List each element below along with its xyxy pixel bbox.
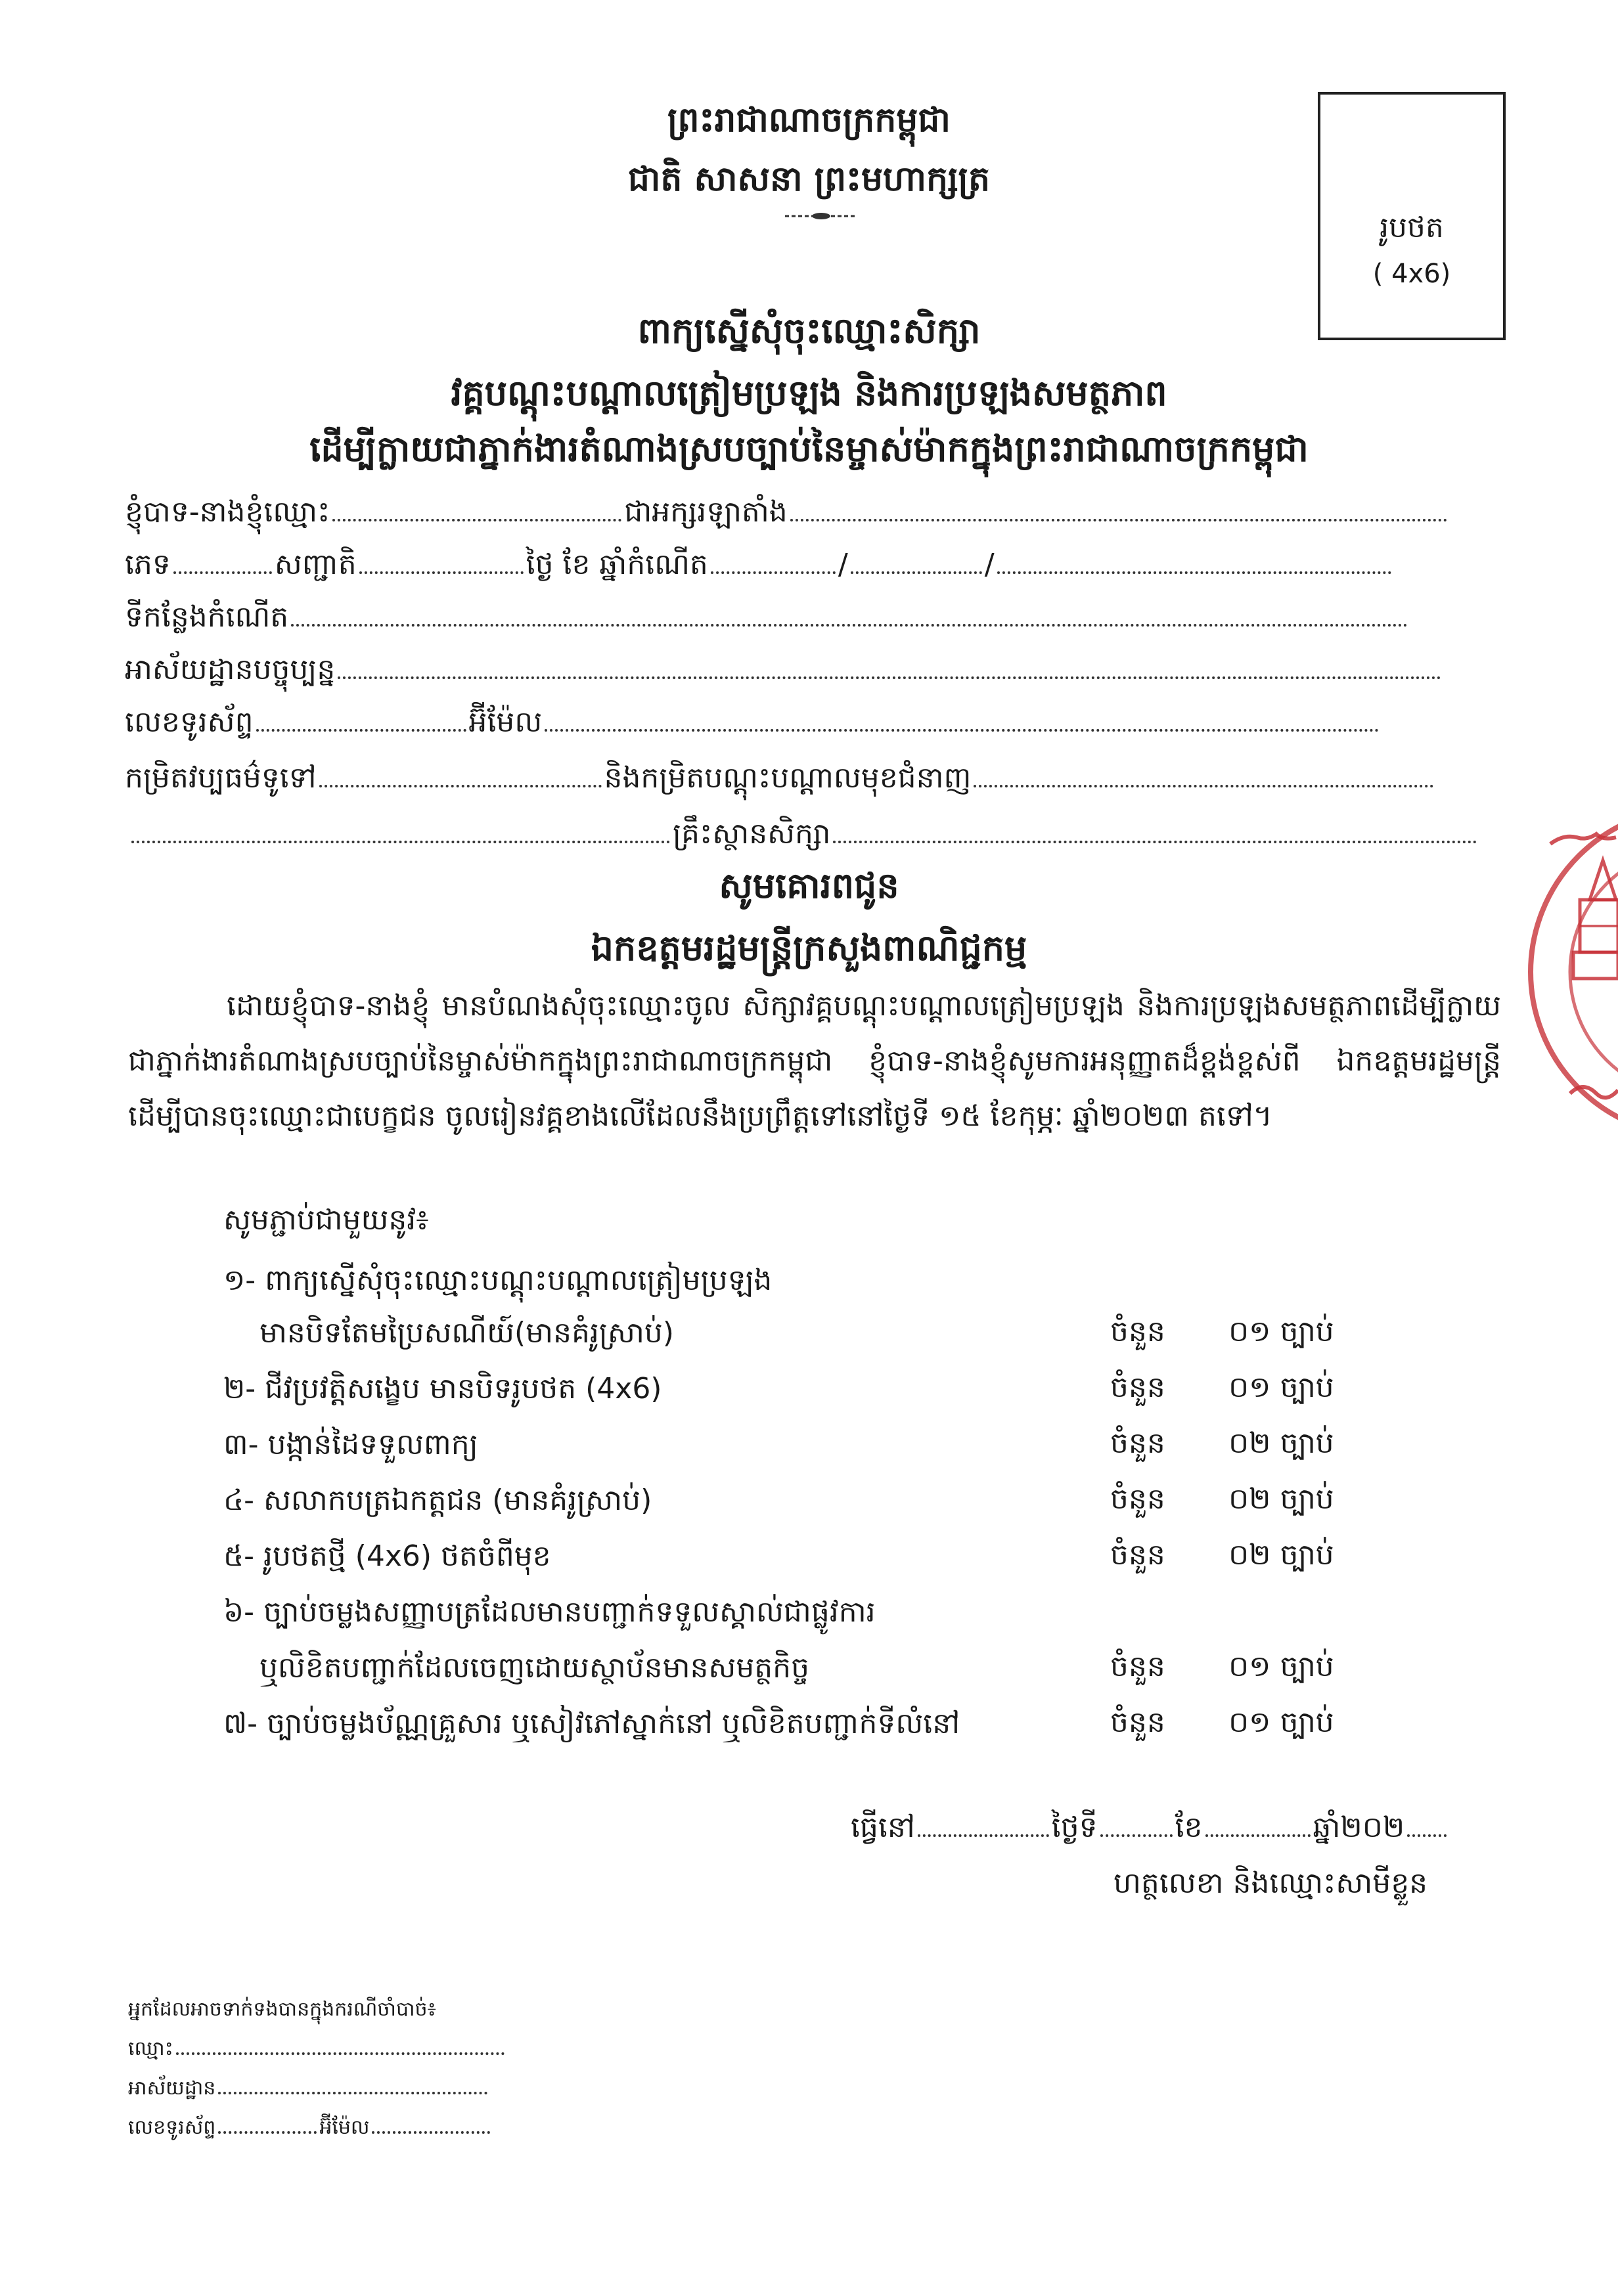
education-input[interactable] bbox=[319, 785, 602, 787]
attachment-count-label: ចំនួន bbox=[1110, 1315, 1165, 1348]
attachment-text: ៦- ច្បាប់ចម្លងសញ្ញាបត្រដែលមានបញ្ជាក់ទទួលស្គាល់ជាផ្លូវការ bbox=[223, 1595, 876, 1629]
photo-box[interactable] bbox=[1318, 92, 1506, 340]
ornament-divider bbox=[785, 211, 857, 221]
attachment-item-6-line2 bbox=[259, 1645, 809, 1698]
birthplace-input[interactable] bbox=[291, 624, 1408, 627]
dob-month-input[interactable] bbox=[851, 571, 982, 574]
emergency-address-input[interactable] bbox=[218, 2092, 487, 2094]
phone-input[interactable] bbox=[256, 729, 466, 732]
birthplace-row bbox=[125, 594, 1487, 640]
attachment-quantity: ០១ ច្បាប់ bbox=[1228, 1371, 1334, 1404]
year-label: ឆ្នាំ២០២ bbox=[1313, 1811, 1405, 1844]
emergency-phone-label: លេខទូរស័ព្ទ bbox=[128, 2116, 216, 2139]
emergency-address-label: អាស័យដ្ឋាន bbox=[128, 2077, 216, 2100]
email-label: អ៊ីម៉ែល bbox=[468, 705, 543, 739]
attachment-text: ១- ពាក្យស្នើសុំចុះឈ្មោះបណ្តុះបណ្តាលត្រៀមប្រឡង bbox=[223, 1264, 773, 1297]
education-row bbox=[125, 755, 1487, 801]
attachment-text: មានបិទតែមប្រៃសណីយ៍(មានគំរូស្រាប់) bbox=[259, 1316, 674, 1350]
phone-label: លេខទូរស័ព្ទ bbox=[125, 705, 254, 739]
name-label: ខ្ញុំបាទ-នាងខ្ញុំឈ្មោះ bbox=[125, 495, 330, 529]
day-label: ថ្ងៃទី bbox=[1051, 1811, 1098, 1844]
form-title: ពាក្យស្នើសុំចុះឈ្មោះសិក្សា bbox=[637, 310, 981, 351]
attachment-text: ៧- ច្បាប់ចម្លងប័ណ្ណគ្រួសារ ឬសៀវភៅស្នាក់នៅ ឬលិខិតបញ្ជាក់ទីលំនៅ bbox=[223, 1707, 960, 1740]
attachment-quantity: ០១ ច្បាប់ bbox=[1228, 1650, 1334, 1683]
attachment-count-label: ចំនួន bbox=[1110, 1482, 1165, 1516]
name-input[interactable] bbox=[332, 519, 621, 521]
emergency-phone-input[interactable] bbox=[218, 2131, 317, 2134]
gender-row bbox=[125, 542, 1487, 588]
emergency-email-label: អ៊ីម៉ែល bbox=[319, 2116, 370, 2139]
education-label: កម្រិតវប្បធម៌ទូទៅ bbox=[125, 761, 317, 795]
name-row bbox=[125, 489, 1487, 535]
signature-date-row bbox=[851, 1809, 1449, 1851]
form-subtitle-2: ដើម្បីក្លាយជាភ្នាក់ងារតំណាងស្របច្បាប់នៃម្ចាស់ម៉ាកក្នុងព្រះរាជាណាចក្រកម្ពុជា bbox=[309, 428, 1309, 470]
attachments-intro: សូមភ្ជាប់ជាមួយនូវ៖ bbox=[223, 1203, 429, 1237]
address-row bbox=[125, 647, 1487, 693]
form-subtitle-1: វគ្គបណ្តុះបណ្តាលត្រៀមប្រឡង និងការប្រឡងសមត្ថភាព bbox=[451, 372, 1167, 414]
attachment-count-label: ចំនួន bbox=[1110, 1650, 1165, 1683]
attachment-item-6 bbox=[223, 1589, 876, 1642]
attachment-text: ៣- បង្កាន់ដៃទទួលពាក្យ bbox=[223, 1428, 478, 1461]
degree-input[interactable] bbox=[974, 785, 1433, 787]
institution-extra-input[interactable] bbox=[833, 841, 1477, 843]
attachment-count-label: ចំនួន bbox=[1110, 1538, 1165, 1572]
emergency-name-label: ឈ្មោះ bbox=[128, 2037, 173, 2060]
official-seal-stamp bbox=[1524, 795, 1618, 1149]
kingdom-heading: ព្រះរាជាណាចក្រកម្ពុជា bbox=[667, 100, 951, 140]
emergency-email-input[interactable] bbox=[372, 2131, 490, 2134]
attachment-text: ៤- សលាកបត្រឯកត្តជន (មានគំរូស្រាប់) bbox=[223, 1484, 652, 1517]
month-input[interactable] bbox=[1205, 1834, 1311, 1837]
degree-label: និងកម្រិតបណ្តុះបណ្តាលមុខជំនាញ bbox=[604, 761, 972, 795]
dob-label: ថ្ងៃ ខែ ឆ្នាំកំណើត bbox=[526, 548, 708, 581]
phone-row bbox=[125, 699, 1487, 745]
gender-label: ភេទ bbox=[125, 548, 171, 581]
attachment-text: ២- ជីវប្រវត្តិសង្ខេប មានបិទរូបថត (4x6) bbox=[223, 1372, 662, 1405]
photo-label: រូបថត bbox=[1380, 211, 1444, 244]
photo-size: ( 4x6) bbox=[1372, 259, 1451, 289]
nationality-input[interactable] bbox=[359, 571, 524, 574]
emergency-name-row bbox=[128, 2036, 507, 2065]
emergency-address-row bbox=[128, 2075, 490, 2104]
attachment-text: ឬលិខិតបញ្ជាក់ដែលចេញដោយស្ថាប័នមានសមត្ថកិច្ច bbox=[259, 1651, 810, 1685]
signature-label: ហត្ថលេខា និងឈ្មោះសាមីខ្លួន bbox=[1113, 1866, 1428, 1900]
latin-name-label: ជាអក្សរឡាតាំង bbox=[624, 495, 788, 529]
attachment-item-5 bbox=[223, 1534, 551, 1586]
dob-year-input[interactable] bbox=[997, 571, 1391, 574]
emergency-name-input[interactable] bbox=[176, 2052, 505, 2055]
emergency-heading: អ្នកដែលអាចទាក់ទងបានក្នុងករណីចាំបាច់៖ bbox=[128, 1998, 436, 2021]
greeting: សូមគោរពជូន bbox=[719, 865, 899, 906]
attachment-item-7 bbox=[223, 1701, 960, 1754]
attachment-quantity: ០១ ច្បាប់ bbox=[1228, 1315, 1334, 1348]
emergency-phone-row bbox=[128, 2115, 493, 2144]
attachment-item-1-line2 bbox=[259, 1310, 674, 1363]
birthplace-label: ទីកន្លែងកំណើត bbox=[125, 600, 289, 634]
attachment-count-label: ចំនួន bbox=[1110, 1371, 1165, 1404]
dob-separator: / bbox=[984, 548, 995, 581]
attachment-quantity: ០២ ច្បាប់ bbox=[1228, 1482, 1334, 1516]
recipient: ឯកឧត្តមរដ្ឋមន្ត្រីក្រសួងពាណិជ្ជកម្ម bbox=[591, 927, 1027, 969]
latin-name-input[interactable] bbox=[790, 519, 1447, 521]
motto-heading: ជាតិ សាសនា ព្រះមហាក្សត្រ bbox=[627, 160, 991, 199]
attachment-item-4 bbox=[223, 1478, 652, 1530]
nationality-label: សញ្ជាតិ bbox=[274, 548, 357, 581]
gender-input[interactable] bbox=[173, 571, 272, 574]
request-paragraph: ដោយខ្ញុំបាទ-នាងខ្ញុំ មានបំណងសុំចុះឈ្មោះចូល សិក្សាវគ្គបណ្តុះបណ្តាលត្រៀមប្រឡង និងការប្រឡងសមត្ថភាពដើម្បីក្លាយជាភ្នាក់ងារតំណាងស្របច្បាប់នៃម្ចាស់ម៉ាកក្នុងព្រះរាជាណាចក្រកម្ពុជា ខ្ញុំបាទ-នាងខ្ញុំសូមការអនុញ្ញាតដ៏ខ្ពង់ខ្ពស់ពី ឯកឧត្តមរដ្ឋមន្ត្រី ដើម្បីបានចុះឈ្មោះជាបេក្ខជន ចូលរៀនវគ្គខាងលើដែលនឹងប្រព្រឹត្តទៅនៅថ្ងៃទី ១៥ ខែកុម្ភៈ ឆ្នាំ២០២៣ តទៅ។ bbox=[128, 989, 1501, 1133]
made-at-label: ធ្វើនៅ bbox=[851, 1811, 915, 1844]
attachment-quantity: ០១ ច្បាប់ bbox=[1228, 1706, 1334, 1739]
attachment-count-label: ចំនួន bbox=[1110, 1426, 1165, 1460]
attachment-quantity: ០២ ច្បាប់ bbox=[1228, 1538, 1334, 1572]
dob-day-input[interactable] bbox=[711, 571, 836, 574]
attachment-count-label: ចំនួន bbox=[1110, 1706, 1165, 1739]
attachment-item-2 bbox=[223, 1366, 662, 1419]
attachment-text: ៥- រូបថតថ្មី (4x6) ថតចំពីមុខ bbox=[223, 1539, 551, 1573]
address-input[interactable] bbox=[338, 676, 1441, 679]
institution-input[interactable] bbox=[131, 841, 670, 843]
attachment-quantity: ០២ ច្បាប់ bbox=[1228, 1426, 1334, 1460]
email-input[interactable] bbox=[545, 729, 1379, 732]
made-at-input[interactable] bbox=[918, 1834, 1049, 1837]
attachment-item-3 bbox=[223, 1422, 478, 1474]
year-input[interactable] bbox=[1407, 1834, 1447, 1837]
day-input[interactable] bbox=[1100, 1834, 1173, 1837]
institution-label: គ្រឹះស្ថានសិក្សា bbox=[673, 817, 831, 850]
address-label: អាស័យដ្ឋានបច្ចុប្បន្ន bbox=[125, 653, 336, 686]
institution-row bbox=[125, 811, 1487, 857]
attachment-item-1 bbox=[223, 1258, 772, 1310]
month-label: ខែ bbox=[1175, 1811, 1203, 1844]
dob-separator: / bbox=[838, 548, 848, 581]
